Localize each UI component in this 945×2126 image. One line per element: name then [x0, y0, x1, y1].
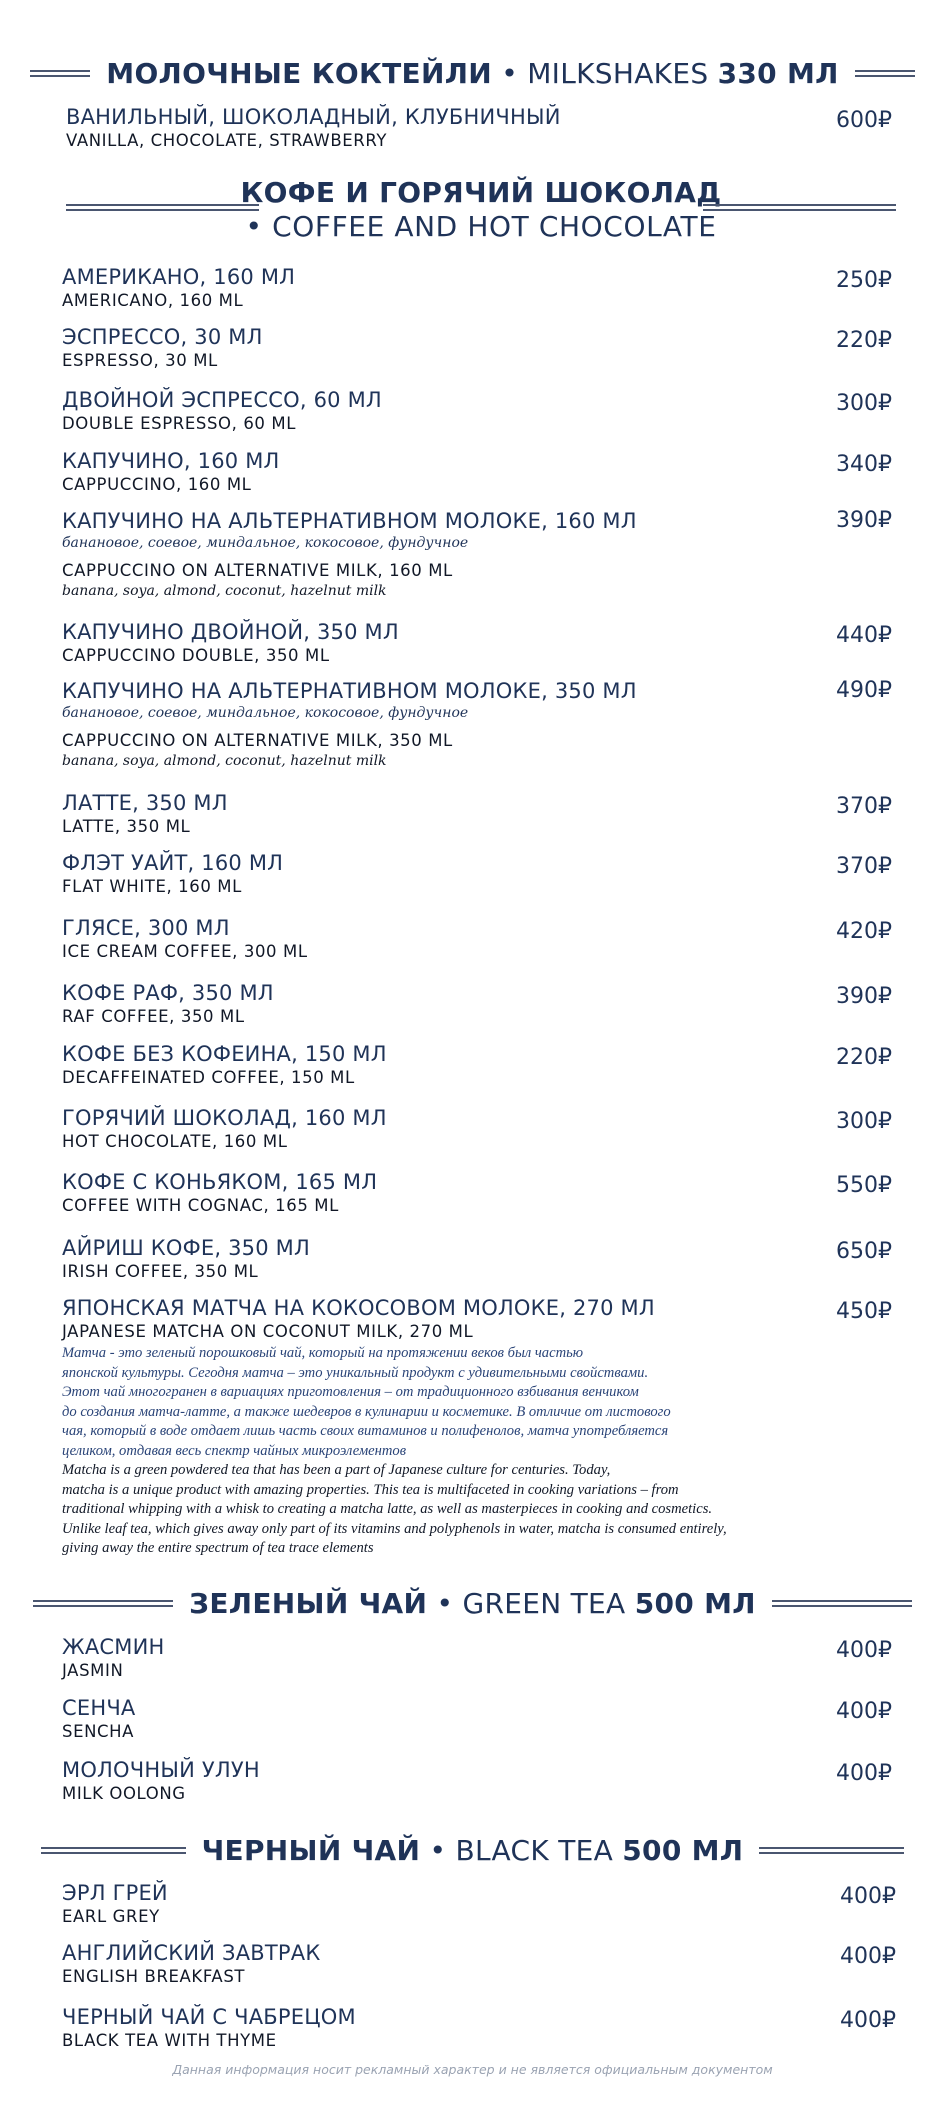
menu-item: [62, 1105, 892, 1153]
menu-item: [62, 1940, 896, 1988]
item-name-en: BLACK TEA WITH THYME: [62, 2031, 277, 2050]
menu-item: [62, 448, 892, 496]
menu-item: [62, 324, 892, 372]
item-name-ru: ГОРЯЧИЙ ШОКОЛАД, 160 МЛ: [62, 1106, 387, 1130]
item-note-en: banana, soya, almond, coconut, hazelnut milk: [62, 583, 387, 599]
heading-rule-right: [759, 1847, 904, 1854]
menu-item: [62, 1235, 892, 1283]
menu-item: [62, 1041, 892, 1089]
item-price: 390₽: [836, 508, 892, 533]
menu-item: [62, 850, 892, 898]
menu-item: [62, 1169, 892, 1217]
black-tea-volume: 500 МЛ: [622, 1833, 744, 1867]
item-name-en: EARL GREY: [62, 1907, 160, 1926]
item-name-ru: ЯПОНСКАЯ МАТЧА НА КОКОСОВОМ МОЛОКЕ, 270 МЛ: [62, 1296, 655, 1320]
coffee-title-ru: КОФЕ И ГОРЯЧИЙ ШОКОЛАД: [240, 176, 722, 209]
menu-item: [62, 1634, 892, 1682]
item-name-en: AMERICANO, 160 ML: [62, 291, 244, 310]
menu-item: [62, 790, 892, 838]
item-name-ru: АЙРИШ КОФЕ, 350 МЛ: [62, 1236, 310, 1260]
item-name-ru: ГЛЯСЕ, 300 МЛ: [62, 916, 230, 940]
item-name-en: MILK OOLONG: [62, 1784, 186, 1803]
disclaimer-footer: Данная информация носит рекламный характер и не является официальным документом: [172, 2062, 773, 2077]
item-price: 400₽: [840, 2008, 896, 2033]
item-name-en: ESPRESSO, 30 ML: [62, 351, 218, 370]
item-price: 300₽: [836, 1109, 892, 1134]
black-tea-heading: [0, 1833, 945, 1867]
item-name-ru: ВАНИЛЬНЫЙ, ШОКОЛАДНЫЙ, КЛУБНИЧНЫЙ: [66, 105, 561, 129]
item-name-ru: АНГЛИЙСКИЙ ЗАВТРАК: [62, 1941, 321, 1965]
description-line-ru: чая, который в воде отдает лишь часть своих витаминов и полифенолов, матча употребляется: [62, 1423, 669, 1439]
description-line-ru: Матча - это зеленый порошковый чай, который на протяжении веков был частью: [62, 1345, 584, 1361]
heading-rule-right: [855, 70, 915, 77]
menu-item: [62, 980, 892, 1028]
menu-item: [62, 1695, 892, 1743]
coffee-title-en: • COFFEE AND HOT CHOCOLATE: [245, 210, 717, 243]
description-line-en: giving away the entire spectrum of tea trace elements: [62, 1540, 374, 1556]
green-tea-heading: [0, 1586, 945, 1620]
item-name-en: JASMIN: [62, 1661, 124, 1680]
item-note-en: banana, soya, almond, coconut, hazelnut milk: [62, 753, 387, 769]
item-name-en: COFFEE WITH COGNAC, 165 ML: [62, 1196, 339, 1215]
black-tea-title: [186, 1834, 760, 1867]
menu-item: [62, 678, 892, 770]
item-name-ru: СЕНЧА: [62, 1696, 136, 1720]
heading-rule-left: [33, 1600, 173, 1607]
item-name-en: LATTE, 350 ML: [62, 817, 191, 836]
item-name-ru: ЭРЛ ГРЕЙ: [62, 1881, 168, 1905]
item-price: 400₽: [836, 1761, 892, 1786]
item-price: 400₽: [836, 1699, 892, 1724]
item-name-en: CAPPUCCINO DOUBLE, 350 ML: [62, 646, 330, 665]
menu-item: [62, 915, 892, 963]
item-name-ru: КАПУЧИНО НА АЛЬТЕРНАТИВНОМ МОЛОКЕ, 350 МЛ: [62, 679, 637, 703]
item-price: 220₽: [836, 1045, 892, 1070]
item-name-en: CAPPUCCINO ON ALTERNATIVE MILK, 160 ML: [62, 561, 453, 580]
item-price: 420₽: [836, 919, 892, 944]
description-line-en: matcha is a unique product with amazing properties. This tea is multifaceted in cooking variations – from: [62, 1481, 679, 1498]
item-price: 400₽: [840, 1884, 896, 1909]
item-name-en: FLAT WHITE, 160 ML: [62, 877, 242, 896]
item-name-ru: КОФЕ С КОНЬЯКОМ, 165 МЛ: [62, 1170, 378, 1194]
description-line-en: Matcha is a green powdered tea that has been a part of Japanese culture for centuries. Today,: [62, 1462, 611, 1478]
item-name-ru: МОЛОЧНЫЙ УЛУН: [62, 1758, 260, 1782]
menu-item: [62, 619, 892, 667]
description-line-ru: целиком, отдавая весь спектр чайных микроэлементов: [62, 1442, 407, 1459]
item-note-ru: банановое, соевое, миндальное, кокосовое, фундучное: [62, 535, 469, 551]
item-price: 400₽: [836, 1638, 892, 1663]
heading-rule-left: [41, 1847, 186, 1854]
item-name-en: ICE CREAM COFFEE, 300 ML: [62, 942, 308, 961]
menu-item: [62, 387, 892, 435]
item-price: 450₽: [836, 1299, 892, 1324]
heading-rule-right: [772, 1600, 912, 1607]
green-tea-title-en: • GREEN TEA: [436, 1586, 626, 1620]
item-name-ru: КОФЕ РАФ, 350 МЛ: [62, 981, 274, 1005]
description-line-en: traditional whipping with a whisk to creating a matcha latte, as well as masterpieces in cooking and cosmetics.: [62, 1501, 713, 1517]
black-tea-title-ru: ЧЕРНЫЙ ЧАЙ: [201, 1833, 421, 1867]
green-tea-volume: 500 МЛ: [634, 1586, 756, 1620]
item-name-ru: КАПУЧИНО ДВОЙНОЙ, 350 МЛ: [62, 620, 399, 644]
milkshakes-title-ru: МОЛОЧНЫЕ КОКТЕЙЛИ: [106, 56, 492, 90]
item-price: 400₽: [840, 1944, 896, 1969]
item-name-en: CAPPUCCINO, 160 ML: [62, 475, 252, 494]
item-name-en: HOT CHOCOLATE, 160 ML: [62, 1132, 288, 1151]
milkshakes-heading: [0, 56, 945, 90]
item-name-ru: ЭСПРЕССО, 30 МЛ: [62, 325, 263, 349]
description-line-en: Unlike leaf tea, which gives away only part of its vitamins and polyphenols in water, matcha is consumed entirely,: [62, 1520, 727, 1537]
description-line-ru: японской культуры. Сегодня матча – это уникальный продукт с удивительными свойствами.: [62, 1364, 649, 1381]
item-price: 250₽: [836, 268, 892, 293]
menu-item: [62, 1757, 892, 1805]
menu-item: [62, 264, 892, 312]
item-price: 550₽: [836, 1173, 892, 1198]
menu-item: [62, 508, 892, 600]
item-name-en: DECAFFEINATED COFFEE, 150 ML: [62, 1068, 355, 1087]
menu-item: [62, 1880, 896, 1928]
menu-item: [62, 1295, 892, 1343]
item-name-en: ENGLISH BREAKFAST: [62, 1967, 246, 1986]
item-price: 370₽: [836, 854, 892, 879]
item-name-ru: ЧЕРНЫЙ ЧАЙ С ЧАБРЕЦОМ: [62, 2005, 356, 2029]
item-price: 490₽: [836, 678, 892, 703]
green-tea-title: [173, 1587, 772, 1620]
item-name-en: VANILLA, CHOCOLATE, STRAWBERRY: [66, 131, 388, 150]
heading-rule-left: [30, 70, 90, 77]
item-price: 300₽: [836, 391, 892, 416]
item-name-ru: ЖАСМИН: [62, 1635, 165, 1659]
green-tea-title-ru: ЗЕЛЕНЫЙ ЧАЙ: [189, 1586, 428, 1620]
item-name-en: JAPANESE MATCHA ON COCONUT MILK, 270 ML: [62, 1322, 474, 1341]
item-name-ru: КАПУЧИНО, 160 МЛ: [62, 449, 280, 473]
item-price: 340₽: [836, 452, 892, 477]
item-name-ru: АМЕРИКАНО, 160 МЛ: [62, 265, 296, 289]
milkshakes-title-en: • MILKSHAKES: [501, 56, 709, 90]
item-price: 370₽: [836, 794, 892, 819]
menu-item: [62, 2004, 896, 2052]
item-name-en: DOUBLE ESPRESSO, 60 ML: [62, 414, 296, 433]
item-price: 440₽: [836, 623, 892, 648]
item-price: 390₽: [836, 984, 892, 1009]
item-name-ru: ФЛЭТ УАЙТ, 160 МЛ: [62, 851, 284, 875]
item-name-en: RAF COFFEE, 350 ML: [62, 1007, 245, 1026]
item-name-en: CAPPUCCINO ON ALTERNATIVE MILK, 350 ML: [62, 731, 453, 750]
item-price: 650₽: [836, 1239, 892, 1264]
matcha-description: [62, 1344, 892, 1559]
milkshakes-volume: 330 МЛ: [717, 56, 839, 90]
description-line-ru: до создания матча-латте, а также шедевров в кулинарии и косметике. В отличие от листового: [62, 1403, 671, 1420]
item-name-ru: ЛАТТЕ, 350 МЛ: [62, 791, 228, 815]
item-name-ru: КОФЕ БЕЗ КОФЕИНА, 150 МЛ: [62, 1042, 387, 1066]
coffee-heading: [66, 176, 896, 246]
item-note-ru: банановое, соевое, миндальное, кокосовое, фундучное: [62, 705, 469, 721]
black-tea-title-en: • BLACK TEA: [429, 1833, 614, 1867]
item-name-ru: КАПУЧИНО НА АЛЬТЕРНАТИВНОМ МОЛОКЕ, 160 МЛ: [62, 509, 637, 533]
item-name-ru: ДВОЙНОЙ ЭСПРЕССО, 60 МЛ: [62, 388, 382, 412]
item-name-en: IRISH COFFEE, 350 ML: [62, 1262, 259, 1281]
item-name-en: SENCHA: [62, 1722, 135, 1741]
item-price: 600₽: [836, 108, 892, 133]
milkshakes-title: [90, 57, 854, 90]
description-line-ru: Этот чай многогранен в вариациях приготовления – от традиционного взбивания венчиком: [62, 1384, 639, 1400]
item-price: 220₽: [836, 328, 892, 353]
menu-item: [66, 104, 892, 152]
